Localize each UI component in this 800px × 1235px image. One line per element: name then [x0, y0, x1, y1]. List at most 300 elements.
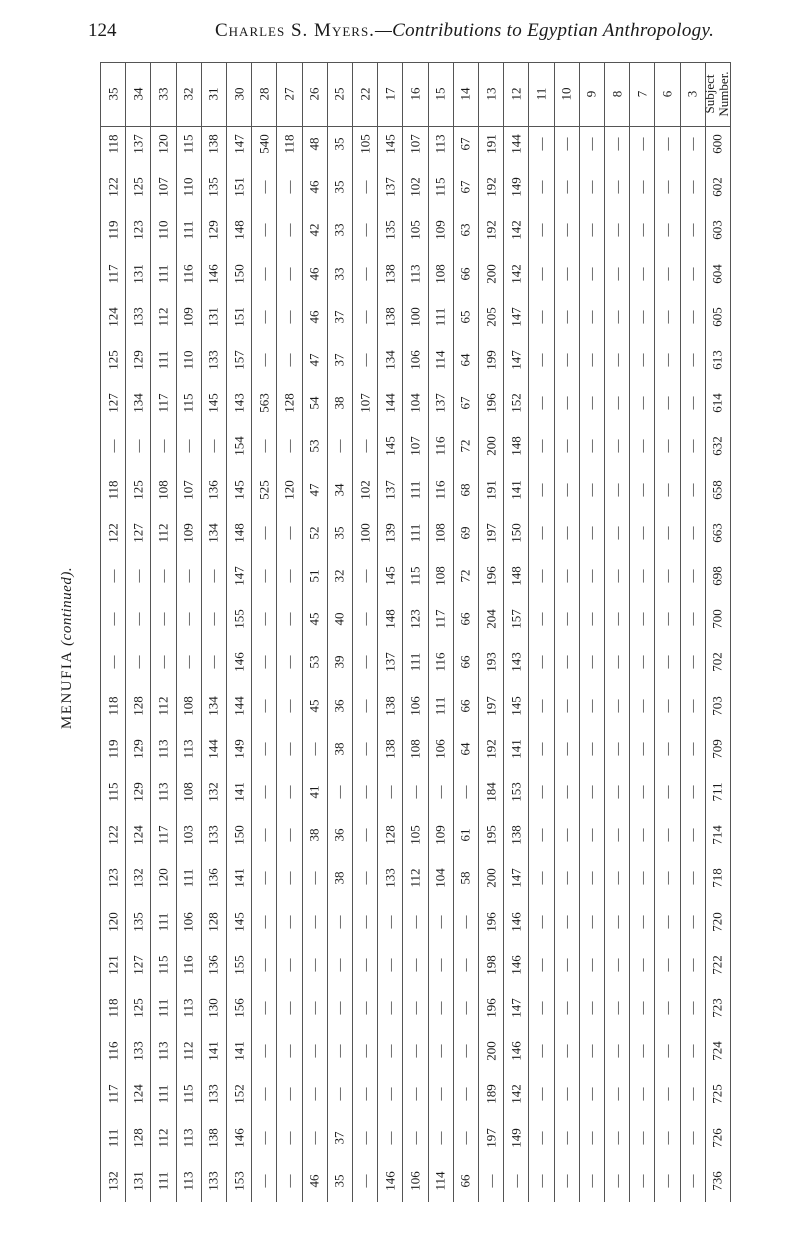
table-cell-c12: 147 — [508, 307, 524, 327]
table-cell-c28: — — [256, 742, 272, 756]
table-cell-c27: — — [281, 439, 297, 453]
table-cell-c9: — — [583, 396, 599, 410]
table-cell-c11: — — [533, 915, 549, 929]
table-cell-c12: 149 — [508, 177, 524, 197]
table-cell-c31: 138 — [205, 134, 221, 154]
table-cell-c10: — — [558, 871, 574, 885]
table-cell-c17: 135 — [382, 220, 398, 241]
table-cell-c8: — — [609, 396, 625, 410]
table-cell-c22: — — [357, 742, 373, 756]
table-cell-c6: — — [659, 1131, 675, 1145]
table-cell-c16: 106 — [407, 1171, 423, 1191]
table-cell-c16: 106 — [407, 350, 423, 370]
table-cell-c25: 39 — [331, 655, 347, 669]
table-cell-c35: — — [105, 612, 121, 626]
table-cell-c3: — — [684, 742, 700, 756]
table-cell-c32: 116 — [180, 264, 196, 284]
table-rule-top — [100, 62, 730, 63]
table-cell-c10: — — [558, 915, 574, 929]
table-cell-c6: — — [659, 742, 675, 756]
table-cell-c15: 117 — [432, 609, 448, 629]
table-cell-c13: 195 — [483, 825, 499, 845]
table-cell-c28: — — [256, 569, 272, 583]
table-cell-c35: 120 — [105, 911, 121, 932]
table-cell-c12: 146 — [508, 1041, 524, 1061]
column-rule — [528, 62, 529, 1202]
table-cell-c28: — — [256, 699, 272, 713]
table-cell-c10: — — [558, 1044, 574, 1058]
table-cell-c30: 148 — [231, 220, 247, 241]
table-cell-c6: — — [659, 1044, 675, 1058]
table-cell-c22: — — [357, 958, 373, 972]
table-cell-c33: 111 — [155, 912, 171, 931]
table-cell-c32: 110 — [180, 177, 196, 197]
table-cell-c16: 102 — [407, 177, 423, 197]
table-cell-c33: 120 — [155, 868, 171, 889]
table-cell-c12: 148 — [508, 566, 524, 586]
table-cell-c27: — — [281, 1001, 297, 1015]
table-cell-c7: — — [634, 828, 650, 842]
table-cell-c6: — — [659, 267, 675, 281]
table-cell-c6: — — [659, 137, 675, 151]
table-cell-c3: — — [684, 958, 700, 972]
table-cell-c27: — — [281, 699, 297, 713]
table-cell-c34: 129 — [130, 350, 146, 370]
table-cell-c12: 141 — [508, 739, 524, 759]
table-cell-c13: 192 — [483, 739, 499, 759]
table-cell-c8: — — [609, 1131, 625, 1145]
table-cell-c12: 142 — [508, 263, 524, 284]
table-cell-c15: — — [432, 1001, 448, 1015]
table-cell-c22: — — [357, 655, 373, 669]
table-cell-subject: 613 — [709, 350, 725, 370]
table-cell-c11: — — [533, 180, 549, 194]
table-cell-c27: — — [281, 569, 297, 583]
table-cell-c35: — — [105, 439, 121, 453]
table-cell-c31: 133 — [205, 825, 221, 845]
table-cell-c8: — — [609, 871, 625, 885]
column-header-c28: 28 — [256, 87, 272, 101]
table-cell-c6: — — [659, 785, 675, 799]
table-cell-c27: — — [281, 612, 297, 626]
data-table — [100, 62, 730, 1202]
table-cell-c7: — — [634, 569, 650, 583]
table-cell-c13: 192 — [483, 177, 499, 197]
table-cell-c13: 200 — [483, 436, 499, 457]
table-cell-c31: 129 — [205, 220, 221, 241]
table-cell-c14: — — [457, 915, 473, 929]
table-cell-c33: — — [155, 569, 171, 583]
table-cell-c25: 38 — [331, 396, 347, 410]
table-cell-c11: — — [533, 699, 549, 713]
table-cell-c28: — — [256, 1087, 272, 1101]
table-cell-c12: 152 — [508, 393, 524, 413]
table-cell-c17: 145 — [382, 566, 398, 586]
table-cell-subject: 725 — [709, 1084, 725, 1105]
table-cell-c22: — — [357, 1044, 373, 1058]
table-cell-c27: — — [281, 223, 297, 237]
table-cell-c30: 147 — [231, 134, 247, 154]
table-cell-c31: 138 — [205, 1127, 221, 1148]
table-cell-c11: — — [533, 1044, 549, 1058]
table-cell-c35: 117 — [105, 1084, 121, 1104]
table-cell-c32: 111 — [180, 869, 196, 888]
table-cell-c6: — — [659, 353, 675, 367]
table-cell-c30: 155 — [231, 609, 247, 629]
table-cell-c10: — — [558, 569, 574, 583]
table-cell-c30: 145 — [231, 479, 247, 500]
table-cell-c8: — — [609, 483, 625, 497]
column-rule — [629, 62, 630, 1202]
table-cell-c25: 37 — [331, 1131, 347, 1145]
column-header-c17: 17 — [382, 87, 398, 101]
table-cell-c32: — — [180, 655, 196, 669]
table-cell-c14: — — [457, 1087, 473, 1101]
table-cell-c31: 128 — [205, 911, 221, 932]
table-cell-c28: — — [256, 353, 272, 367]
table-cell-c9: — — [583, 526, 599, 540]
table-cell-c34: 133 — [130, 1041, 146, 1061]
table-cell-c12: 146 — [508, 911, 524, 932]
table-cell-c10: — — [558, 223, 574, 237]
table-cell-c32: 106 — [180, 911, 196, 932]
table-cell-c8: — — [609, 655, 625, 669]
table-cell-c22: 105 — [357, 134, 373, 154]
table-cell-c28: — — [256, 612, 272, 626]
table-cell-c9: — — [583, 353, 599, 367]
table-cell-subject: 722 — [709, 955, 725, 975]
table-cell-subject: 663 — [709, 523, 725, 543]
table-cell-c10: — — [558, 785, 574, 799]
table-cell-c22: — — [357, 699, 373, 713]
table-cell-c10: — — [558, 612, 574, 626]
table-cell-c25: 33 — [331, 267, 347, 281]
table-cell-c22: — — [357, 1131, 373, 1145]
table-cell-c31: 134 — [205, 523, 221, 543]
table-cell-c30: 157 — [231, 350, 247, 370]
table-cell-c27: — — [281, 353, 297, 367]
table-cell-c6: — — [659, 612, 675, 626]
table-cell-c8: — — [609, 1001, 625, 1015]
table-cell-c33: 113 — [155, 739, 171, 759]
table-cell-c12: 143 — [508, 652, 524, 673]
table-cell-c11: — — [533, 655, 549, 669]
table-cell-c10: — — [558, 353, 574, 367]
table-cell-c26: 45 — [306, 612, 322, 626]
table-cell-c10: — — [558, 310, 574, 324]
table-cell-c34: 124 — [130, 1084, 146, 1105]
column-header-c30: 30 — [231, 87, 247, 101]
table-cell-c17: — — [382, 1131, 398, 1145]
table-cell-c27: — — [281, 785, 297, 799]
table-cell-c31: 136 — [205, 479, 221, 500]
table-cell-c16: 112 — [407, 868, 423, 888]
column-header-c12: 12 — [508, 87, 524, 101]
table-cell-c12: 157 — [508, 609, 524, 629]
table-cell-c32: 103 — [180, 825, 196, 845]
table-cell-c33: 115 — [155, 955, 171, 975]
table-cell-subject: 604 — [709, 263, 725, 284]
table-cell-subject: 718 — [709, 868, 725, 889]
column-rule — [201, 62, 202, 1202]
column-header-c15: 15 — [432, 87, 448, 101]
table-cell-c11: — — [533, 223, 549, 237]
table-cell-c13: 200 — [483, 868, 499, 889]
table-cell-c26: 46 — [306, 1174, 322, 1188]
table-cell-c6: — — [659, 958, 675, 972]
table-cell-c12: 145 — [508, 695, 524, 716]
table-cell-c30: 146 — [231, 652, 247, 673]
table-cell-c31: — — [205, 612, 221, 626]
table-cell-c7: — — [634, 483, 650, 497]
table-cell-c14: 65 — [457, 310, 473, 324]
table-cell-c14: 72 — [457, 439, 473, 453]
table-cell-c25: 38 — [331, 742, 347, 756]
table-cell-c33: 108 — [155, 479, 171, 500]
table-cell-c30: 145 — [231, 911, 247, 932]
table-cell-c10: — — [558, 137, 574, 151]
table-cell-c26: 52 — [306, 526, 322, 540]
table-cell-subject: 603 — [709, 220, 725, 241]
table-cell-c35: 119 — [105, 739, 121, 759]
column-rule — [377, 62, 378, 1202]
column-rule — [554, 62, 555, 1202]
table-cell-c26: 46 — [306, 310, 322, 324]
table-cell-subject: 726 — [709, 1127, 725, 1148]
table-cell-c12: 147 — [508, 998, 524, 1018]
table-cell-c27: — — [281, 958, 297, 972]
table-cell-c12: 150 — [508, 523, 524, 543]
table-cell-c17: — — [382, 958, 398, 972]
table-cell-c30: 141 — [231, 868, 247, 889]
table-cell-c6: — — [659, 915, 675, 929]
table-cell-c12: — — [508, 1174, 524, 1188]
table-cell-c30: 151 — [231, 177, 247, 197]
column-header-c9: 9 — [583, 90, 599, 98]
table-cell-c13: 184 — [483, 782, 499, 802]
table-cell-c3: — — [684, 1174, 700, 1188]
column-rule — [402, 62, 403, 1202]
table-cell-c30: 149 — [231, 739, 247, 759]
table-cell-c7: — — [634, 1001, 650, 1015]
column-rule — [579, 62, 580, 1202]
table-cell-c22: 100 — [357, 523, 373, 543]
table-cell-c12: 141 — [508, 479, 524, 500]
table-cell-c8: — — [609, 223, 625, 237]
table-cell-c30: 148 — [231, 523, 247, 543]
table-cell-c14: 64 — [457, 353, 473, 367]
table-cell-c11: — — [533, 310, 549, 324]
table-cell-c10: — — [558, 1001, 574, 1015]
table-cell-c27: 128 — [281, 393, 297, 413]
table-cell-c12: 147 — [508, 350, 524, 370]
table-caption-title: MENUFIA — [59, 651, 75, 730]
table-cell-c11: — — [533, 785, 549, 799]
table-cell-subject: 711 — [709, 782, 725, 802]
table-cell-c8: — — [609, 1087, 625, 1101]
table-cell-c15: — — [432, 1044, 448, 1058]
table-cell-c7: — — [634, 742, 650, 756]
table-cell-c12: 146 — [508, 955, 524, 975]
table-cell-c16: 105 — [407, 825, 423, 845]
table-cell-c28: — — [256, 871, 272, 885]
table-cell-c12: 138 — [508, 825, 524, 845]
table-cell-c25: 36 — [331, 828, 347, 842]
column-rule — [680, 62, 681, 1202]
table-cell-c31: 134 — [205, 695, 221, 716]
table-cell-c35: 132 — [105, 1171, 121, 1191]
table-cell-c16: — — [407, 1001, 423, 1015]
table-cell-c32: — — [180, 569, 196, 583]
table-cell-c15: 116 — [432, 480, 448, 500]
table-cell-c17: — — [382, 785, 398, 799]
table-cell-c16: 113 — [407, 264, 423, 284]
table-cell-c3: — — [684, 828, 700, 842]
column-header-c3: 3 — [684, 90, 700, 98]
table-cell-c11: — — [533, 1131, 549, 1145]
table-cell-c3: — — [684, 180, 700, 194]
table-cell-c16: 111 — [407, 523, 423, 543]
table-cell-c31: 141 — [205, 1041, 221, 1061]
table-cell-c8: — — [609, 828, 625, 842]
table-cell-c27: — — [281, 871, 297, 885]
table-cell-c16: — — [407, 958, 423, 972]
table-cell-c22: — — [357, 353, 373, 367]
table-cell-c25: 32 — [331, 569, 347, 583]
table-cell-c28: — — [256, 267, 272, 281]
column-rule — [428, 62, 429, 1202]
table-cell-c3: — — [684, 439, 700, 453]
table-cell-c17: 138 — [382, 695, 398, 716]
table-cell-c28: 540 — [256, 134, 272, 154]
table-cell-c27: — — [281, 655, 297, 669]
table-cell-c7: — — [634, 1087, 650, 1101]
table-cell-c6: — — [659, 699, 675, 713]
table-cell-c11: — — [533, 267, 549, 281]
table-cell-c8: — — [609, 310, 625, 324]
table-cell-c15: 116 — [432, 436, 448, 456]
table-cell-c17: 137 — [382, 479, 398, 500]
column-header-c11: 11 — [533, 87, 549, 101]
table-cell-c26: 48 — [306, 137, 322, 151]
table-cell-c35: 118 — [105, 134, 121, 154]
table-cell-c9: — — [583, 180, 599, 194]
table-cell-c34: 127 — [130, 523, 146, 543]
table-cell-c11: — — [533, 569, 549, 583]
table-cell-c35: 123 — [105, 868, 121, 889]
table-cell-c31: 144 — [205, 739, 221, 759]
table-cell-c35: 121 — [105, 955, 121, 975]
table-cell-c27: 120 — [281, 479, 297, 500]
table-cell-c35: 124 — [105, 307, 121, 327]
table-cell-subject: 714 — [709, 825, 725, 845]
table-cell-c14: 72 — [457, 569, 473, 583]
table-cell-c12: 149 — [508, 1127, 524, 1148]
table-cell-subject: 602 — [709, 177, 725, 197]
table-cell-c3: — — [684, 655, 700, 669]
table-cell-c28: — — [256, 526, 272, 540]
table-cell-subject: 709 — [709, 739, 725, 759]
table-cell-c27: 118 — [281, 134, 297, 154]
table-cell-c26: — — [306, 742, 322, 756]
table-cell-c26: 47 — [306, 353, 322, 367]
table-cell-c15: 106 — [432, 739, 448, 759]
table-cell-c11: — — [533, 526, 549, 540]
table-cell-c33: 120 — [155, 134, 171, 154]
table-cell-c7: — — [634, 310, 650, 324]
table-cell-c22: — — [357, 612, 373, 626]
table-cell-c7: — — [634, 353, 650, 367]
table-cell-c27: — — [281, 1087, 297, 1101]
column-rule — [150, 62, 151, 1202]
table-cell-c26: 38 — [306, 828, 322, 842]
table-cell-c15: 109 — [432, 825, 448, 845]
table-cell-c9: — — [583, 1174, 599, 1188]
table-cell-c30: 155 — [231, 955, 247, 975]
table-cell-c31: 145 — [205, 393, 221, 413]
running-title — [215, 20, 714, 50]
table-cell-c11: — — [533, 612, 549, 626]
table-cell-c30: 147 — [231, 566, 247, 586]
table-cell-c14: 66 — [457, 1174, 473, 1188]
table-cell-c14: — — [457, 1044, 473, 1058]
column-header-c27: 27 — [281, 87, 297, 101]
table-cell-c28: — — [256, 1174, 272, 1188]
table-cell-c22: — — [357, 180, 373, 194]
column-rule — [453, 62, 454, 1202]
table-cell-c25: 34 — [331, 483, 347, 497]
table-cell-c33: 112 — [155, 1128, 171, 1148]
table-cell-c15: 104 — [432, 868, 448, 889]
table-cell-subject: 702 — [709, 652, 725, 673]
table-cell-c10: — — [558, 1131, 574, 1145]
table-cell-c12: 142 — [508, 220, 524, 241]
column-header-c10: 10 — [558, 87, 574, 101]
table-cell-c14: 67 — [457, 137, 473, 151]
table-cell-c32: 108 — [180, 695, 196, 716]
table-cell-c11: — — [533, 871, 549, 885]
table-cell-c28: — — [256, 828, 272, 842]
table-cell-c7: — — [634, 612, 650, 626]
column-header-c34: 34 — [130, 87, 146, 101]
table-cell-c26: 47 — [306, 483, 322, 497]
table-cell-c8: — — [609, 137, 625, 151]
table-caption — [59, 498, 81, 798]
table-cell-c3: — — [684, 1001, 700, 1015]
table-cell-c33: 113 — [155, 782, 171, 802]
table-cell-c25: 38 — [331, 871, 347, 885]
table-cell-c33: 111 — [155, 350, 171, 370]
table-cell-c15: 111 — [432, 696, 448, 715]
table-cell-subject: 698 — [709, 566, 725, 586]
table-cell-c15: — — [432, 785, 448, 799]
column-rule — [327, 62, 328, 1202]
table-cell-c10: — — [558, 958, 574, 972]
running-title-subject: —Contributions to Egyptian Anthropology. — [374, 20, 715, 41]
column-rule — [276, 62, 277, 1202]
table-cell-c13: 200 — [483, 263, 499, 284]
table-cell-c31: 133 — [205, 1084, 221, 1105]
table-cell-c6: — — [659, 483, 675, 497]
table-cell-c14: 61 — [457, 828, 473, 842]
table-cell-c26: — — [306, 915, 322, 929]
table-cell-c34: 127 — [130, 955, 146, 975]
table-cell-c17: 145 — [382, 134, 398, 154]
table-cell-c28: — — [256, 180, 272, 194]
table-cell-c22: — — [357, 439, 373, 453]
table-cell-c6: — — [659, 180, 675, 194]
table-cell-c28: — — [256, 785, 272, 799]
